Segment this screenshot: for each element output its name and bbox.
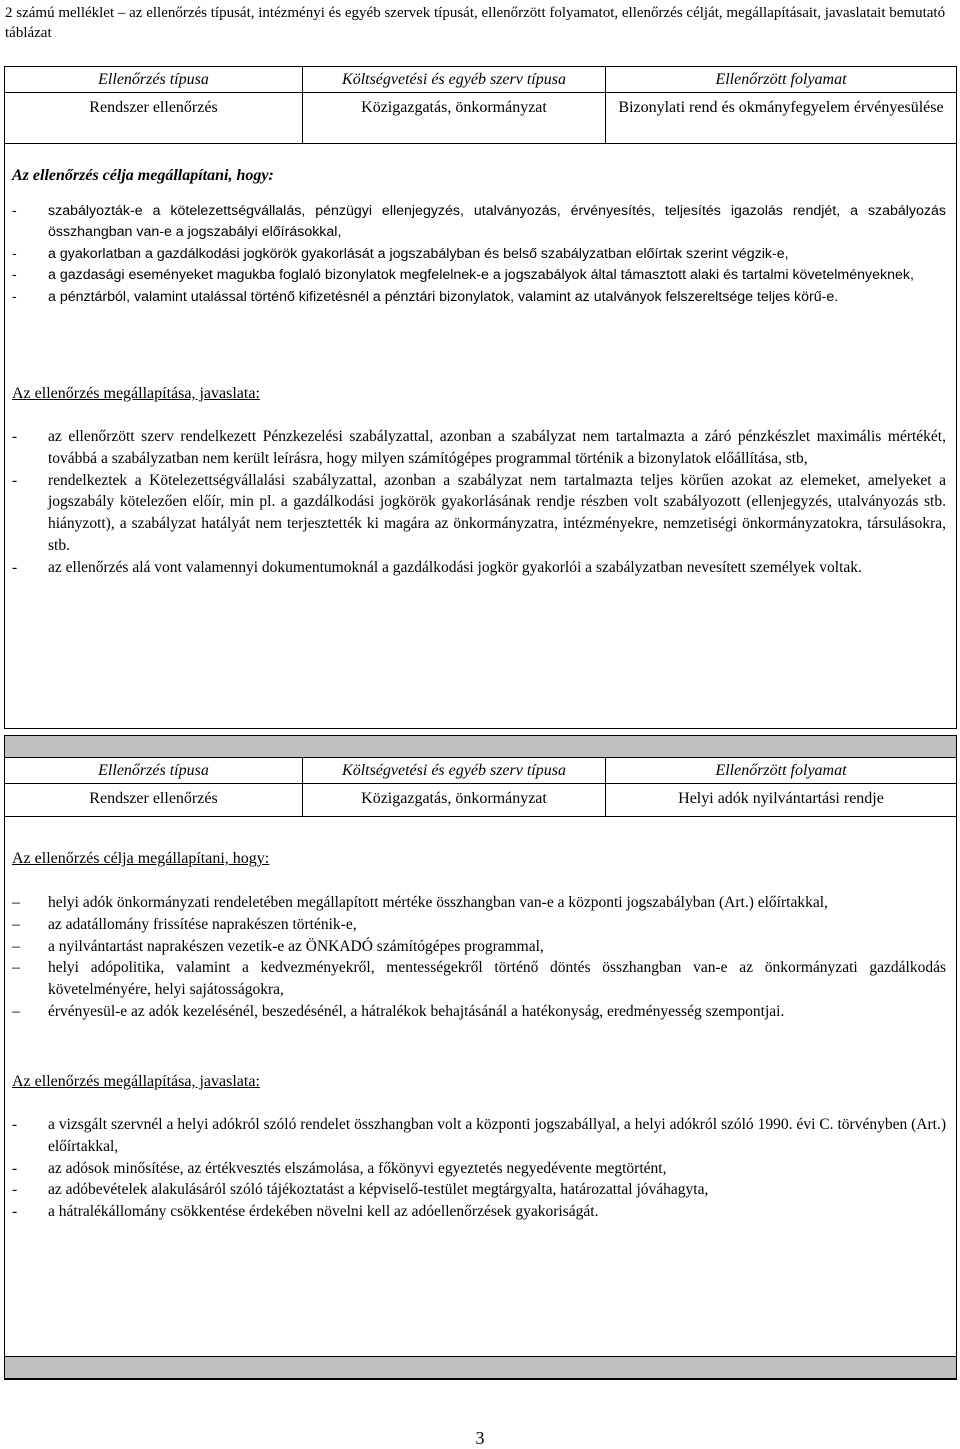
header-control-type: Ellenőrzés típusa — [5, 67, 303, 93]
list-item: - szabályozták-e a kötelezettségvállalás, pénzügyi ellenjegyzés, utalványozás, érvényesítés, teljesítés igazolás rendjét, a szabályozás összhangban van-e a jogszabályi előírásokkal, — [12, 203, 946, 241]
value-control-type: Rendszer ellenőrzés — [5, 784, 303, 817]
dash-bullet: - — [12, 203, 17, 219]
dash-bullet: - — [12, 245, 17, 262]
dash-bullet: - — [12, 288, 17, 305]
annex-caption: 2 számú melléklet – az ellenőrzés típusát, intézményi és egyéb szervek típusát, ellenőrzött folyamatot, ellenőrzés célját, megállapításait, javaslatait bemutató táblázat — [5, 5, 946, 41]
value-organ-type: Közigazgatás, önkormányzat — [303, 784, 606, 817]
block1-header-table — [4, 66, 957, 144]
value-organ-type: Közigazgatás, önkormányzat — [303, 93, 606, 144]
separator-bar — [4, 735, 957, 758]
list-item: – a nyilvántartást naprakészen vezetik-e az ÖNKADÓ számítógépes programmal, — [12, 936, 946, 958]
dash-bullet: - — [12, 558, 18, 576]
block2-header-table — [4, 757, 957, 817]
header-organ-type: Költségvetési és egyéb szerv típusa — [303, 67, 606, 93]
page-number: 3 — [475, 1428, 485, 1448]
block1-findings-list — [12, 426, 946, 579]
list-item: - a pénztárból, valamint utalással történő kifizetésnél a pénztári bizonylatok, valamint az utalványok felszereltsége teljes körű-e. — [12, 287, 946, 308]
dash-bullet: - — [12, 1181, 18, 1199]
dash-bullet: - — [12, 267, 17, 284]
list-item: - az adósok minősítése, az értékvesztés elszámolása, a főkönyvi egyeztetés negyedévente megtörtént, — [12, 1158, 946, 1180]
header-row — [5, 758, 957, 784]
block2-goals-list — [12, 892, 946, 1023]
value-process: Bizonylati rend és okmányfegyelem érvényesülése — [606, 93, 957, 144]
header-process: Ellenőrzött folyamat — [606, 758, 957, 784]
block2-findings-title: Az ellenőrzés megállapítása, javaslata: — [12, 1073, 260, 1090]
list-item: - az adóbevételek alakulásáról szóló tájékoztatást a képviselő-testület megtárgyalta, határozattal jóváhagyta, — [12, 1179, 946, 1201]
list-item: – érvényesül-e az adók kezelésénél, beszedésénél, a hátralékok behajtásánál a hatékonyság, eredményesség szempontjai. — [12, 1001, 946, 1023]
header-process: Ellenőrzött folyamat — [606, 67, 957, 93]
list-item: - a vizsgált szervnél a helyi adókról szóló rendelet összhangban volt a központi jogszabállyal, a helyi adókról szóló 1990. évi C. törvényben (Art.) előírtakkal, — [12, 1116, 946, 1155]
list-item: - rendelkeztek a Kötelezettségvállalási szabályzattal, azonban a szabályzat nem tartalmazta teljes körűen azokat az elemeket, amelyeket a jogszabály kötelezően előír, min pl. a gazdálkodási jogkörök gyakorlásának rendje részben volt szabályozott (ellenjegyzés, utalványozás stb. hiányzott), a szabályzat hatályát nem terjesztették ki magára az önkormányzatra, intézményekre, nemzetiségi önkormányzatokra, társulásokra, stb. — [12, 471, 946, 554]
dash-bullet: – — [12, 915, 20, 933]
dash-bullet: - — [12, 1116, 18, 1133]
block1-findings-title: Az ellenőrzés megállapítása, javaslata: — [12, 385, 260, 402]
list-item: – helyi adópolitika, valamint a kedvezményekről, mentességekről történő döntés összhangban van-e az önkormányzati gazdálkodás követelményére, helyi sajátosságokra, — [12, 959, 946, 999]
value-row — [5, 784, 957, 817]
dash-bullet: – — [12, 1002, 20, 1020]
list-item: - a gyakorlatban a gazdálkodási jogkörök gyakorlását a jogszabályban és belső szabályzatban előírtak szerint végzik-e, — [12, 244, 946, 265]
block1-goal-title: Az ellenőrzés célja megállapítani, hogy: — [12, 167, 274, 184]
header-organ-type: Költségvetési és egyéb szerv típusa — [303, 758, 606, 784]
dash-bullet: - — [12, 1203, 18, 1221]
header-control-type: Ellenőrzés típusa — [5, 758, 303, 784]
block2-findings-list — [12, 1114, 946, 1223]
header-row — [5, 67, 957, 93]
dash-bullet: – — [12, 937, 20, 955]
dash-bullet: – — [12, 959, 20, 977]
block1-goals-list — [12, 201, 946, 308]
list-item: – helyi adók önkormányzati rendeletében megállapított mértéke összhangban van-e a központi jogszabályban (Art.) előírtakkal, — [12, 892, 946, 914]
value-row — [5, 93, 957, 144]
value-control-type: Rendszer ellenőrzés — [5, 93, 303, 144]
list-item: - az ellenőrzött szerv rendelkezett Pénzkezelési szabályzattal, azonban a szabályzat nem tartalmazta a záró pénzkészlet maximális mértékét, továbbá a szabályzatban nem került leírásra, hogy milyen számítógépes programmal történik a bizonylatok előállítása, stb, — [12, 428, 946, 467]
block2-goal-title: Az ellenőrzés célja megállapítani, hogy: — [12, 850, 270, 867]
list-item: - a gazdasági eseményeket magukba foglaló bizonylatok megfelelnek-e a jogszabályok által támasztott alaki és tartalmi követelményeknek, — [12, 265, 946, 286]
bottom-bar — [4, 1356, 957, 1379]
list-item: - az ellenőrzés alá vont valamennyi dokumentumoknál a gazdálkodási jogkör gyakorlói a szabályzatban nevesített személyek voltak. — [12, 557, 946, 579]
list-item: - a hátralékállomány csökkentése érdekében növelni kell az adóellenőrzések gyakoriságát. — [12, 1201, 946, 1223]
dash-bullet: - — [12, 1159, 18, 1177]
dash-bullet: – — [12, 894, 20, 911]
dash-bullet: - — [12, 471, 18, 489]
value-process: Helyi adók nyilvántartási rendje — [606, 784, 957, 817]
dash-bullet: - — [12, 428, 18, 445]
list-item: – az adatállomány frissítése naprakészen történik-e, — [12, 914, 946, 936]
